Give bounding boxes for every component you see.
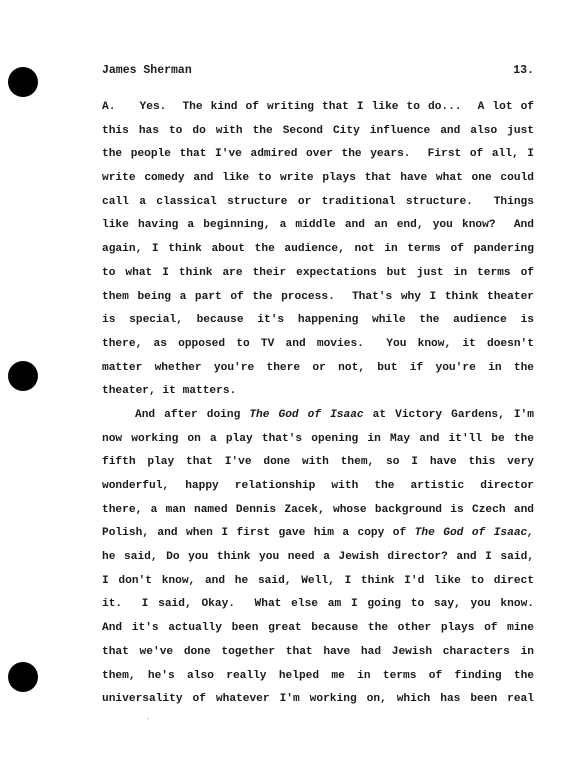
text-line: And it's actually been great because the other plays of mine xyxy=(102,622,534,635)
text-line: wonderful, happy relationship with the artistic director xyxy=(102,480,534,492)
text-line: call a classical structure or traditional structure. Things xyxy=(102,195,534,208)
text-line: fifth play that I've done with them, so I have this very xyxy=(102,456,534,469)
text-line: them, he's also really helped me in terms of finding the xyxy=(102,669,534,682)
text-line: matter whether you're there or not, but if you're in the xyxy=(102,361,534,374)
text-line: there, as opposed to TV and movies. You know, it doesn't xyxy=(102,337,534,350)
paragraph-continuation xyxy=(102,404,534,712)
text-line: is special, because it's happening while the audience is xyxy=(102,314,534,327)
scan-speck xyxy=(147,718,149,719)
punch-hole-top xyxy=(8,67,38,97)
paragraph-answer xyxy=(102,96,534,404)
page-number: 13. xyxy=(513,64,534,77)
text-line: the people that I've admired over the years. First of all, I xyxy=(102,148,534,161)
text-fragment: at Victory Gardens, I'm xyxy=(363,408,534,421)
text-line: that we've done together that have had Jewish characters in xyxy=(102,645,534,658)
text-line: there, a man named Dennis Zacek, whose background is Czech and xyxy=(102,503,534,516)
page-header xyxy=(102,64,534,80)
punch-hole-bottom xyxy=(8,662,38,692)
text-line: theater, it matters. xyxy=(102,385,237,398)
text-line: write comedy and like to write plays that have what one could xyxy=(102,172,534,185)
text-line: to what I think are their expectations but just in terms of xyxy=(102,266,534,279)
play-title: The God of Isaac, xyxy=(414,527,534,540)
text-line: them being a part of the process. That's why I think theater xyxy=(102,290,534,303)
text-line: again, I think about the audience, not in terms of pandering xyxy=(102,243,534,256)
text-line: he said, Do you think you need a Jewish director? and I said, xyxy=(102,551,534,564)
punch-hole-middle xyxy=(8,361,38,391)
text-line: I don't know, and he said, Well, I think I'd like to direct xyxy=(102,574,534,587)
text-line: now working on a play that's opening in May and it'll be the xyxy=(102,432,534,445)
text-line: it. I said, Okay. What else am I going to say, you know. xyxy=(102,598,534,611)
text-line: like having a beginning, a middle and an end, you know? And xyxy=(102,219,534,232)
header-name: James Sherman xyxy=(102,64,192,77)
transcript-body xyxy=(102,96,534,712)
text-line: this has to do with the Second City influence and also just xyxy=(102,124,534,137)
text-line xyxy=(102,404,534,428)
text-line: A. Yes. The kind of writing that I like to do... A lot of xyxy=(102,101,534,113)
text-line xyxy=(102,522,534,546)
text-line: universality of whatever I'm working on, which has been real xyxy=(102,693,534,706)
text-fragment: And after doing xyxy=(135,408,250,421)
text-fragment: Polish, and when I first gave him a copy of xyxy=(102,527,415,540)
play-title: The God of Isaac xyxy=(249,408,364,421)
